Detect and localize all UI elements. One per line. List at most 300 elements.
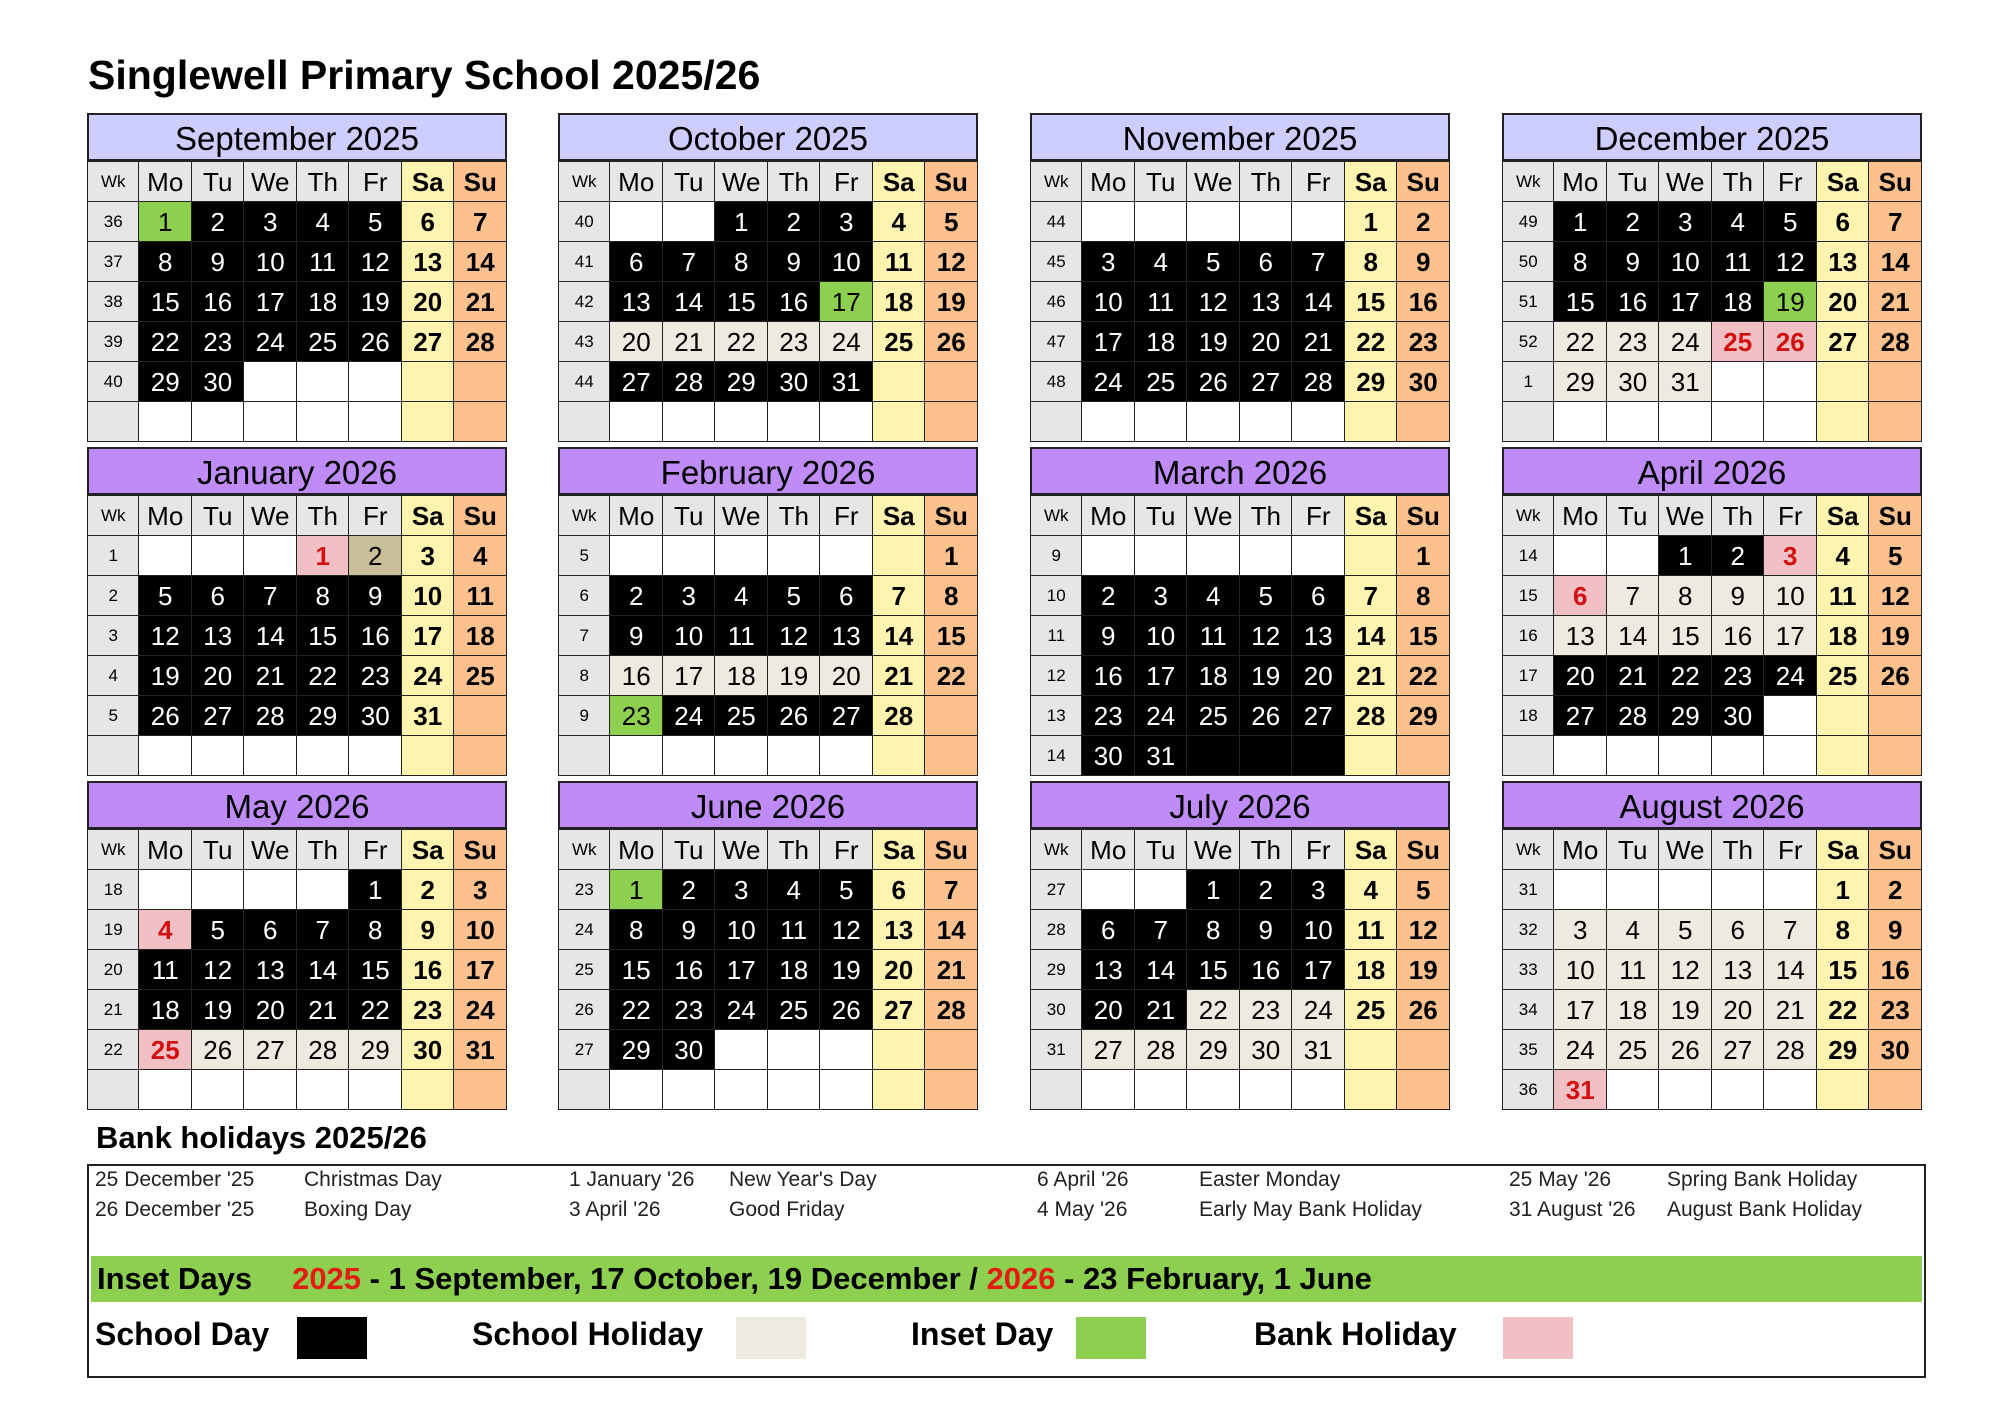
calendar-day: 4 <box>715 576 768 616</box>
calendar-day: 1 <box>1816 870 1869 910</box>
weekday-header: Tu <box>662 496 715 536</box>
week-number: 14 <box>1503 536 1554 576</box>
calendar-empty-cell <box>1869 1070 1922 1110</box>
calendar-day: 15 <box>1344 282 1397 322</box>
calendar-day: 10 <box>715 910 768 950</box>
calendar-empty-cell <box>1816 362 1869 402</box>
calendar-day: 25 <box>296 322 349 362</box>
weekday-header: We <box>715 830 768 870</box>
calendar-empty-cell <box>454 1070 507 1110</box>
calendar-day: 29 <box>1659 696 1712 736</box>
calendar-empty-cell <box>662 402 715 442</box>
week-number <box>88 736 139 776</box>
calendar-day: 15 <box>349 950 402 990</box>
calendar-day: 10 <box>1764 576 1817 616</box>
calendar-empty-cell <box>139 402 192 442</box>
calendar-day: 28 <box>1869 322 1922 362</box>
week-number: 29 <box>1031 950 1082 990</box>
calendar-day: 12 <box>1764 242 1817 282</box>
weekday-header: We <box>1187 830 1240 870</box>
month-title: May 2026 <box>87 781 507 829</box>
calendar-day: 2 <box>191 202 244 242</box>
calendar-day: 17 <box>244 282 297 322</box>
calendar-day: 6 <box>610 242 663 282</box>
week-number: 16 <box>1503 616 1554 656</box>
calendar-empty-cell <box>1082 536 1135 576</box>
weekday-header: Sa <box>872 162 925 202</box>
calendar-day: 22 <box>1554 322 1607 362</box>
calendar-empty-cell <box>610 402 663 442</box>
calendar-day: 6 <box>1816 202 1869 242</box>
calendar-day: 2 <box>1869 870 1922 910</box>
calendar-day: 26 <box>1659 1030 1712 1070</box>
calendar-day: 28 <box>662 362 715 402</box>
legend-school-day-label: School Day <box>95 1316 270 1352</box>
inset-days-bar <box>91 1256 1922 1302</box>
calendar-day: 6 <box>244 910 297 950</box>
calendar-empty-cell <box>139 1070 192 1110</box>
weekday-header: We <box>1659 496 1712 536</box>
calendar-empty-cell <box>1816 736 1869 776</box>
inset-days-label: Inset Days <box>97 1261 253 1296</box>
calendar-day: 26 <box>139 696 192 736</box>
calendar-day: 5 <box>139 576 192 616</box>
calendar-empty-cell <box>454 362 507 402</box>
weekday-header: We <box>244 496 297 536</box>
calendar-day: 24 <box>1082 362 1135 402</box>
calendar-day: 25 <box>1816 656 1869 696</box>
calendar-day: 17 <box>715 950 768 990</box>
weekday-header: Su <box>1869 496 1922 536</box>
calendar-day: 6 <box>1082 910 1135 950</box>
weekday-header: Fr <box>1292 162 1345 202</box>
calendar-day: 3 <box>820 202 873 242</box>
bank-holiday-name: Spring Bank Holiday <box>1667 1168 1858 1191</box>
week-number: 2 <box>88 576 139 616</box>
calendar-day: 11 <box>1711 242 1764 282</box>
calendar-day: 22 <box>1344 322 1397 362</box>
week-number: 34 <box>1503 990 1554 1030</box>
week-number: 47 <box>1031 322 1082 362</box>
weekday-header: Mo <box>610 496 663 536</box>
weekday-header: Su <box>454 496 507 536</box>
calendar-day: 26 <box>1397 990 1450 1030</box>
calendar-day: 26 <box>1187 362 1240 402</box>
weekday-header: Su <box>454 830 507 870</box>
weekday-header: Tu <box>662 162 715 202</box>
weekday-header: Tu <box>191 162 244 202</box>
calendar-day: 7 <box>1292 242 1345 282</box>
calendar-day: 19 <box>139 656 192 696</box>
calendar-day: 3 <box>1082 242 1135 282</box>
bank-holiday-name: Boxing Day <box>304 1198 412 1221</box>
calendar-day: 3 <box>1554 910 1607 950</box>
calendar-day: 7 <box>1869 202 1922 242</box>
calendar-day: 12 <box>1397 910 1450 950</box>
calendar-day: 23 <box>1082 696 1135 736</box>
calendar-day: 4 <box>454 536 507 576</box>
week-column-header: Wk <box>1503 162 1554 202</box>
calendar-day: 1 <box>139 202 192 242</box>
calendar-empty-cell <box>925 402 978 442</box>
calendar-day: 9 <box>662 910 715 950</box>
calendar-day: 1 <box>1344 202 1397 242</box>
calendar-day: 19 <box>1187 322 1240 362</box>
calendar-empty-cell <box>349 1070 402 1110</box>
month-title: June 2026 <box>558 781 978 829</box>
weekday-header: Sa <box>1816 830 1869 870</box>
calendar-day: 18 <box>296 282 349 322</box>
calendar-empty-cell <box>610 736 663 776</box>
calendar-day: 16 <box>662 950 715 990</box>
calendar-day: 15 <box>139 282 192 322</box>
calendar-day: 29 <box>1554 362 1607 402</box>
calendar-empty-cell <box>1239 536 1292 576</box>
calendar-empty-cell <box>1659 402 1712 442</box>
calendar-day: 4 <box>1344 870 1397 910</box>
calendar-day: 19 <box>1397 950 1450 990</box>
calendar-day: 23 <box>610 696 663 736</box>
weekday-header: Fr <box>1292 830 1345 870</box>
weekday-header: Fr <box>1292 496 1345 536</box>
calendar-empty-cell <box>1397 402 1450 442</box>
calendar-empty-cell <box>767 536 820 576</box>
calendar-empty-cell <box>1711 362 1764 402</box>
calendar-day: 17 <box>1554 990 1607 1030</box>
week-number: 51 <box>1503 282 1554 322</box>
calendar-day: 30 <box>662 1030 715 1070</box>
bank-holiday-name: Easter Monday <box>1199 1168 1341 1191</box>
calendar-day: 1 <box>1397 536 1450 576</box>
calendar-empty-cell <box>767 1030 820 1070</box>
month-title: March 2026 <box>1030 447 1450 495</box>
calendar-day: 28 <box>1344 696 1397 736</box>
week-column-header: Wk <box>559 830 610 870</box>
calendar-day: 9 <box>1711 576 1764 616</box>
week-column-header: Wk <box>1503 496 1554 536</box>
calendar-day: 27 <box>1082 1030 1135 1070</box>
calendar-day: 31 <box>1659 362 1712 402</box>
calendar-day: 2 <box>1239 870 1292 910</box>
weekday-header: Mo <box>1082 162 1135 202</box>
week-number: 33 <box>1503 950 1554 990</box>
calendar-day: 22 <box>1816 990 1869 1030</box>
calendar-day: 18 <box>1606 990 1659 1030</box>
calendar-empty-cell <box>925 736 978 776</box>
inset-year-2026: 2026 <box>986 1261 1056 1296</box>
calendar-day: 13 <box>401 242 454 282</box>
calendar-day: 21 <box>872 656 925 696</box>
month-panel <box>1502 447 1922 780</box>
calendar-day: 15 <box>610 950 663 990</box>
calendar-day: 3 <box>1134 576 1187 616</box>
calendar-empty-cell <box>872 1070 925 1110</box>
calendar-day: 9 <box>767 242 820 282</box>
calendar-day: 24 <box>662 696 715 736</box>
calendar-day: 2 <box>1397 202 1450 242</box>
calendar-day: 18 <box>454 616 507 656</box>
calendar-day: 8 <box>1397 576 1450 616</box>
calendar-day: 2 <box>401 870 454 910</box>
month-title: December 2025 <box>1502 113 1922 161</box>
weekday-header: We <box>1187 162 1240 202</box>
calendar-day: 25 <box>1606 1030 1659 1070</box>
calendar-day: 5 <box>820 870 873 910</box>
weekday-header: Fr <box>1764 162 1817 202</box>
calendar-day: 31 <box>820 362 873 402</box>
month-panel <box>558 113 978 446</box>
bank-holiday-date: 6 April '26 <box>1037 1168 1129 1191</box>
calendar-day: 23 <box>1711 656 1764 696</box>
calendar-day: 13 <box>1082 950 1135 990</box>
weekday-header: Mo <box>139 162 192 202</box>
weekday-header: Su <box>925 830 978 870</box>
weekday-header: Fr <box>349 496 402 536</box>
calendar-empty-cell <box>715 402 768 442</box>
month-title: April 2026 <box>1502 447 1922 495</box>
bank-holiday-date: 25 May '26 <box>1509 1168 1612 1191</box>
calendar-day: 23 <box>191 322 244 362</box>
calendar-day: 3 <box>715 870 768 910</box>
calendar-day: 18 <box>1187 656 1240 696</box>
calendar-day: 12 <box>191 950 244 990</box>
calendar-day: 31 <box>1554 1070 1607 1110</box>
calendar-empty-cell <box>1082 870 1135 910</box>
calendar-day: 23 <box>401 990 454 1030</box>
calendar-day: 16 <box>349 616 402 656</box>
calendar-day: 23 <box>349 656 402 696</box>
month-panel <box>558 447 978 780</box>
calendar-day: 9 <box>349 576 402 616</box>
calendar-day: 22 <box>610 990 663 1030</box>
calendar-day: 27 <box>872 990 925 1030</box>
calendar-empty-cell <box>1292 736 1345 776</box>
weekday-header: Sa <box>401 830 454 870</box>
calendar-empty-cell <box>454 736 507 776</box>
calendar-day: 26 <box>349 322 402 362</box>
weekday-header: Th <box>1711 162 1764 202</box>
calendar-day: 7 <box>296 910 349 950</box>
calendar-day: 9 <box>401 910 454 950</box>
calendar-empty-cell <box>872 736 925 776</box>
calendar-day: 12 <box>767 616 820 656</box>
calendar-day: 10 <box>244 242 297 282</box>
week-number: 25 <box>559 950 610 990</box>
calendar-empty-cell <box>191 402 244 442</box>
bank-holiday-date: 26 December '25 <box>95 1198 255 1221</box>
weekday-header: We <box>244 162 297 202</box>
calendar-day: 4 <box>1816 536 1869 576</box>
calendar-day: 2 <box>1606 202 1659 242</box>
calendar-day: 21 <box>1869 282 1922 322</box>
calendar-day: 25 <box>767 990 820 1030</box>
week-number: 38 <box>88 282 139 322</box>
week-column-header: Wk <box>1503 830 1554 870</box>
calendar-empty-cell <box>1344 536 1397 576</box>
calendar-day: 15 <box>1816 950 1869 990</box>
calendar-empty-cell <box>401 1070 454 1110</box>
calendar-empty-cell <box>1292 402 1345 442</box>
calendar-day: 14 <box>454 242 507 282</box>
calendar-empty-cell <box>715 1070 768 1110</box>
calendar-empty-cell <box>1606 1070 1659 1110</box>
calendar-day: 9 <box>191 242 244 282</box>
week-number: 28 <box>1031 910 1082 950</box>
calendar-day: 13 <box>1816 242 1869 282</box>
weekday-header: Th <box>1239 830 1292 870</box>
calendar-day: 18 <box>1134 322 1187 362</box>
month-panel <box>1502 781 1922 1114</box>
weekday-header: Mo <box>1554 496 1607 536</box>
calendar-empty-cell <box>1659 1070 1712 1110</box>
calendar-day: 10 <box>1134 616 1187 656</box>
week-number: 36 <box>1503 1070 1554 1110</box>
calendar-day: 27 <box>1554 696 1607 736</box>
week-column-header: Wk <box>1031 162 1082 202</box>
calendar-day: 8 <box>349 910 402 950</box>
month-panel <box>1502 113 1922 446</box>
week-column-header: Wk <box>559 496 610 536</box>
week-number <box>1503 736 1554 776</box>
calendar-day: 20 <box>1292 656 1345 696</box>
calendar-empty-cell <box>1816 1070 1869 1110</box>
calendar-day: 8 <box>715 242 768 282</box>
calendar-empty-cell <box>820 402 873 442</box>
calendar-empty-cell <box>820 736 873 776</box>
calendar-empty-cell <box>1344 736 1397 776</box>
week-number: 12 <box>1031 656 1082 696</box>
calendar-day: 15 <box>715 282 768 322</box>
bank-holiday-date: 1 January '26 <box>569 1168 695 1191</box>
calendar-day: 16 <box>1711 616 1764 656</box>
legend-bank-holiday-swatch <box>1503 1317 1573 1359</box>
calendar-empty-cell <box>1344 402 1397 442</box>
calendar-day: 11 <box>872 242 925 282</box>
weekday-header: Mo <box>1082 496 1135 536</box>
calendar-day: 30 <box>1869 1030 1922 1070</box>
calendar-day: 21 <box>1344 656 1397 696</box>
calendar-day: 30 <box>1711 696 1764 736</box>
calendar-empty-cell <box>191 1070 244 1110</box>
calendar-day: 1 <box>1187 870 1240 910</box>
week-number: 18 <box>1503 696 1554 736</box>
calendar-day: 3 <box>244 202 297 242</box>
week-number: 11 <box>1031 616 1082 656</box>
calendar-day: 6 <box>872 870 925 910</box>
week-number: 13 <box>1031 696 1082 736</box>
calendar-day: 28 <box>244 696 297 736</box>
calendar-day: 6 <box>191 576 244 616</box>
calendar-empty-cell <box>401 736 454 776</box>
weekday-header: We <box>715 162 768 202</box>
legend-school-holiday-swatch <box>736 1317 806 1359</box>
weekday-header: Th <box>767 162 820 202</box>
weekday-header: Sa <box>1816 162 1869 202</box>
calendar-day: 9 <box>1239 910 1292 950</box>
calendar-day: 9 <box>610 616 663 656</box>
week-number: 36 <box>88 202 139 242</box>
weekday-header: Tu <box>191 830 244 870</box>
calendar-empty-cell <box>1344 1070 1397 1110</box>
week-number: 27 <box>559 1030 610 1070</box>
calendar-day: 7 <box>454 202 507 242</box>
calendar-day: 19 <box>191 990 244 1030</box>
calendar-day: 31 <box>1134 736 1187 776</box>
calendar-day: 16 <box>191 282 244 322</box>
calendar-empty-cell <box>820 536 873 576</box>
month-panel <box>1030 781 1450 1114</box>
weekday-header: Su <box>1397 162 1450 202</box>
calendar-day: 21 <box>1292 322 1345 362</box>
calendar-empty-cell <box>1711 870 1764 910</box>
calendar-day: 10 <box>401 576 454 616</box>
week-number: 43 <box>559 322 610 362</box>
calendar-empty-cell <box>1711 1070 1764 1110</box>
weekday-header: Sa <box>1344 830 1397 870</box>
calendar-day: 14 <box>1606 616 1659 656</box>
calendar-empty-cell <box>191 736 244 776</box>
calendar-day: 17 <box>1659 282 1712 322</box>
calendar-empty-cell <box>1764 736 1817 776</box>
calendar-empty-cell <box>1764 402 1817 442</box>
calendar-day: 8 <box>1659 576 1712 616</box>
week-number: 20 <box>88 950 139 990</box>
month-panel <box>87 113 507 446</box>
calendar-day: 23 <box>1869 990 1922 1030</box>
calendar-day: 1 <box>1659 536 1712 576</box>
week-number: 46 <box>1031 282 1082 322</box>
weekday-header: Tu <box>1606 496 1659 536</box>
weekday-header: Mo <box>1082 830 1135 870</box>
weekday-header: Tu <box>191 496 244 536</box>
month-title: November 2025 <box>1030 113 1450 161</box>
calendar-day: 27 <box>820 696 873 736</box>
calendar-day: 16 <box>1082 656 1135 696</box>
calendar-day: 20 <box>1239 322 1292 362</box>
calendar-day: 14 <box>1134 950 1187 990</box>
calendar-empty-cell <box>872 536 925 576</box>
calendar-empty-cell <box>1397 1030 1450 1070</box>
calendar-empty-cell <box>244 736 297 776</box>
calendar-empty-cell <box>1764 696 1817 736</box>
calendar-day: 19 <box>1659 990 1712 1030</box>
calendar-day: 8 <box>925 576 978 616</box>
weekday-header: Sa <box>1344 162 1397 202</box>
calendar-day: 7 <box>1344 576 1397 616</box>
calendar-day: 24 <box>244 322 297 362</box>
weekday-header: Tu <box>1606 162 1659 202</box>
calendar-day: 4 <box>1187 576 1240 616</box>
calendar-empty-cell <box>1292 536 1345 576</box>
calendar-day: 28 <box>872 696 925 736</box>
calendar-empty-cell <box>139 870 192 910</box>
calendar-day: 30 <box>349 696 402 736</box>
month-panel <box>87 447 507 780</box>
calendar-day: 18 <box>872 282 925 322</box>
calendar-day: 25 <box>1344 990 1397 1030</box>
legend-school-holiday-label: School Holiday <box>472 1316 704 1352</box>
week-number <box>1503 402 1554 442</box>
calendar-empty-cell <box>1134 202 1187 242</box>
calendar-empty-cell <box>1606 870 1659 910</box>
calendar-day: 7 <box>244 576 297 616</box>
month-panel <box>1030 113 1450 446</box>
calendar-empty-cell <box>662 1070 715 1110</box>
calendar-empty-cell <box>349 402 402 442</box>
calendar-empty-cell <box>767 1070 820 1110</box>
weekday-header: Fr <box>820 162 873 202</box>
calendar-day: 22 <box>1397 656 1450 696</box>
